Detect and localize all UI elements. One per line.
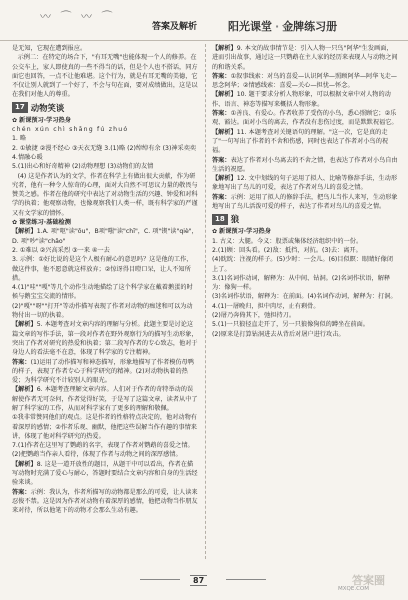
analysis-tag: 【解析】	[212, 175, 237, 183]
watermark-logo: 答案圈	[352, 574, 385, 587]
subsection-heading: ✿ 课堂练习·基础检测	[12, 219, 71, 227]
answer-line: ①我非常赞同他们的观点。这是作者的性格特点决定的，他对动物有着深厚的感情；②作者乐观、幽默，他把这些误解当作有趣的事情来讲，体现了他对科学研究的热爱。	[12, 414, 197, 440]
answer-line: 【解析】6. 本题考查理解文章内容。人们对于作者的奇特举动的误解使作者无可奈何，作者觉得好笑，于是写了这篇文章，读者从中了解了科学家的工作，从而对科学家有了更多的理解和敬佩。	[12, 386, 198, 412]
answer-tag: 答案：	[212, 193, 231, 201]
answer-tag: 答案：	[212, 110, 231, 118]
answer-tag: 答案：	[212, 156, 231, 164]
right-column	[212, 44, 398, 559]
footer-ornament	[140, 579, 180, 580]
book-title: 阳光课堂 · 金牌练习册	[228, 20, 338, 33]
left-column	[12, 44, 198, 559]
book-title-part-a: 阳光课堂	[228, 20, 272, 33]
analysis-tag: 【解析】	[212, 128, 237, 136]
answer-line: (3)名词作状语，解释为：在前面。(4)名词作动词，解释为：打洞。	[212, 293, 397, 301]
section-number: 17	[12, 102, 28, 113]
answer-line: 3. 示例：①好比说的是这个人极有耐心的意思吗？这是他的工作，做这件事，他不愿意就这样放弃；②惊讶得目瞪口呆，让人不知所措。	[12, 256, 193, 282]
answer-line: 【解析】8. 这是一道开放性的题目，从题干中可以看出，作者在描写动物时充满了爱心与耐心，答题时要结合文章内容和自身的生活经验来谈。	[12, 460, 198, 487]
answer-line: 4.情融心暖	[12, 153, 43, 161]
answer-line: 答案：①善良、有爱心。作者收养了受伤的小鸟，悉心照顾它；②乐观、豁达。面对小鸟的离去，作者没有悲伤过度，而是默默祝福它。	[212, 110, 398, 127]
answer-line: (2)原来是打算钻洞进去从背后对屠户进行攻击。	[212, 330, 345, 338]
subsection-heading: ✿ 新课预习·学习热身	[212, 228, 271, 236]
analysis-tag: 【解析】	[12, 386, 37, 394]
answers-label: 答案及解析	[152, 22, 198, 32]
content-columns	[12, 44, 398, 559]
answer-tag: 答案：	[12, 488, 31, 496]
watermark-url: MXQE.COM	[338, 586, 369, 592]
section-18-heading	[212, 213, 398, 225]
birds-decoration-icon: 〰 ⌒ 〰 ⌒	[40, 10, 116, 23]
answer-line: 答案：示例：我认为，作者所描写的动物都是那么的可爱，让人读来忍俊不禁。这是因为作者对动物有着深厚的感情，他把动物当作朋友来对待，所以他笔下的动物才会那么生动有趣。	[12, 488, 198, 515]
answer-line: 5.(1)一只狼径直走开了，另一只狼像狗似的蹲坐在前面。	[212, 321, 369, 329]
section-number: 18	[212, 214, 228, 225]
star-icon: ✿	[12, 219, 18, 227]
answer-line: 【解析】5. 本题考查对文章内容的理解与分析。此题主要是讨论这篇文章的写作手法，第一段对作者在野外观察行为的描写生动形象，突出了作者对研究的热爱和执着；第二段写作者的专心致志，他对于身边人的看法毫不在意，体现了科学家的专注精神。	[12, 321, 198, 357]
answer-tag: 答案：	[12, 358, 31, 366]
answer-line: 3.(1)名词作动词，解释为：从中间、钻洞。(2)名词作状语，解释为：像狗一样。	[212, 274, 391, 292]
section-title: 动物笑谈	[30, 102, 65, 113]
footer-ornament	[226, 579, 266, 580]
answer-line: 7.(1)作者在这里写了鹦鹉的名字，表现了作者对鹦鹉的喜爱之情。(2)把鹦鹉当作亲人看待，体现了作者与动物之间的深厚感情。	[12, 442, 194, 459]
intro-line: 是无知，它现在遭到报应。	[12, 45, 87, 52]
star-icon: ✿	[212, 228, 218, 236]
answer-line: (4)眈眈：注视的样子。(5)少时：一会儿。(6)目似瞑：眼睛好像闭上了。	[212, 256, 393, 273]
answer-line: 2.(1)顾：回头看。(2)敌：抵挡，对抗。(3)去：离开。	[212, 246, 362, 254]
page-number: 87	[190, 575, 207, 586]
answer-line: 1. 略	[12, 135, 27, 143]
answer-line: 1. 古义：大腿。今义：股票或集体经济组织中的一份。	[212, 237, 363, 245]
answer-line: 2. ①难以 ②兴高采烈 ③一来 ④一去	[12, 246, 110, 254]
answer-line: (4) 这是作者认为的文学，作者在科学上有做出很大贡献，作为研究者，他有一种令人惊奇的心理，面对大自然不可思议力量的敬畏与赞美之感。作者在他的研究中表达了对动物生活的兴趣、钟爱和对科学的执着；他观察动物，也像观察我们人类一样，既有科学家的严谨又有文学家的情怀。	[12, 172, 198, 217]
subsection-heading: ✿ 新课预习·学习热身	[12, 116, 71, 124]
answer-line: (2)"嘎""呀""打开"等动作描写表现了作者对动物的痴迷和可以为动物付出一切的执着。	[12, 302, 193, 320]
answer-line: 2. ①敏捷 ②漫不经心 ③天衣无缝 3.(1)略 (2)绰绰有余 (3)神采奕奕	[12, 144, 197, 152]
answer-line: 4.(1)"哇""嘎"等几个动作生动地描绘了这个科学家在戴着鹅蛋的时候与鹅宝宝交流的情形。	[12, 284, 193, 301]
analysis-tag: 【解析】	[212, 45, 237, 52]
star-icon: ✿	[12, 116, 18, 124]
section-title: 狼	[230, 214, 240, 225]
column-divider	[205, 44, 206, 559]
answer-line: 【解析】10. 题干要求分析人物形象，可以根据文章中对人物的动作、语言、神态等描写来概括人物形象。	[212, 91, 391, 108]
answer-line: 4.(1)一屠晚归，担中肉尽，止有剩骨。	[212, 302, 320, 310]
answer-line: 【解析】1.A. 项"呕"读"ōu"，B项"嗤"读"chī"，C. 项"锲"读"qiè"，D. 项"吵"读"chǎo"	[12, 228, 198, 245]
answer-tag: 答案：	[212, 72, 231, 80]
answer-line: 【解析】9. 本文的故事情节是：引入人物一只鸟"阿华"生发画面，进而引出故事，通过这一只鹦鹉在主人家的经历来表现人与动物之间的和谐关系。	[212, 45, 398, 71]
pinyin-line: chén xún chì shāng fú zhuó	[12, 126, 129, 134]
analysis-tag: 【解析】	[12, 228, 37, 236]
answer-line: 答案：(1)运用了动作描写和神态描写，形象地描写了作者模仿母鸭的样子，表现了作者专心于科学研究的精神。(2)对动物执着的热爱；为科学研究不计较别人的眼光。	[12, 358, 195, 385]
answer-line: 【解析】12. 文中划线的句子运用了拟人、比喻等修辞手法，生动形象地写出了鸟儿的可爱，表达了作者对鸟儿的喜爱之情。	[212, 175, 398, 192]
analysis-tag: 【解析】	[212, 91, 237, 99]
answer-line: 答案：表达了作者对小鸟离去的不舍之情，也表达了作者对小鸟自由生活的祝愿。	[212, 156, 398, 173]
page-header	[0, 0, 408, 41]
book-title-part-b: 金牌练习册	[282, 20, 338, 33]
answer-line: 答案：示例：运用了拟人的修辞手法，把鸟儿当作人来写，生动形象地写出了鸟儿活泼可爱的样子，表达了作者对鸟儿的喜爱之情。	[212, 193, 398, 211]
section-17-heading	[12, 102, 198, 114]
answer-line: 5.(1)出心和好奇精神 (2)动物理想 (3)动物们的友情	[12, 163, 154, 171]
answer-line: 【解析】11. 本题考查对关键语句的理解。"这一次，它是真的走了"一句写出了作者的不舍和伤感，同时也表达了作者对小鸟的祝福。	[212, 128, 389, 155]
answer-line: (2)屠乃奔倚其下，弛担持刀。	[212, 312, 296, 320]
analysis-tag: 【解析】	[12, 321, 37, 329]
answer-line: 答案：①叙事线索：对鸟的喜爱—认识阿华—照顾阿华—阿华飞走—思念阿华；②情感线索：喜爱—关心—担忧—怀念。	[212, 72, 397, 90]
analysis-tag: 【解析】	[12, 460, 37, 468]
intro-line: 示例二：在特定的场合下，"有耳无嘴"也能体现一个人的修养。在公交车上，家人即使真的一些不得当的话，但是个人也不搭话，同方面它也回答，一点不让他难堪。这个行为，就是有耳无嘴的美德，它不仅让别人就到了一个好了，不会与句在面，要对成绩做出，这是以在我们对他人的尊重。	[12, 54, 198, 99]
